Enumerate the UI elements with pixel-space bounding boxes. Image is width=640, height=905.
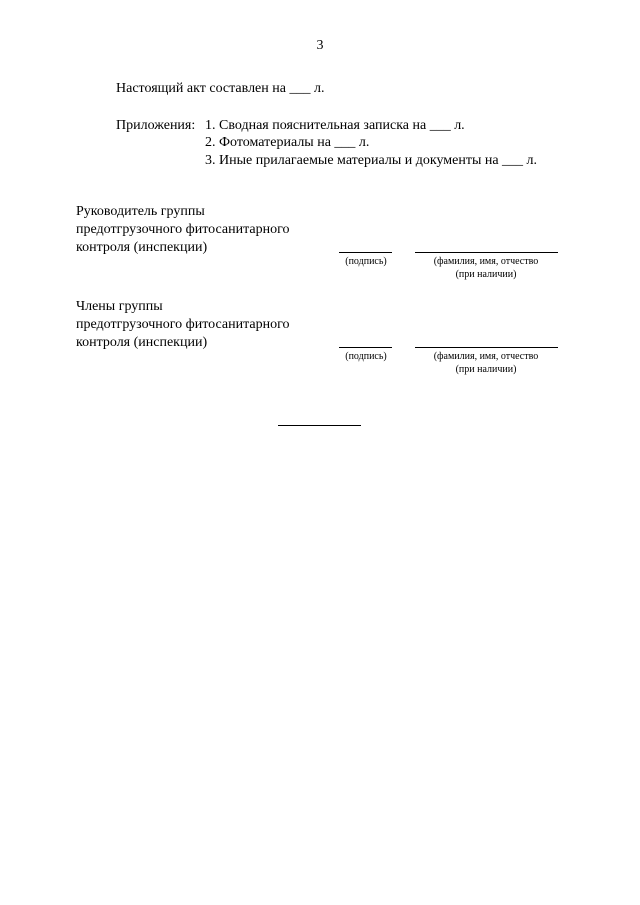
full-name-line[interactable] — [415, 252, 558, 253]
attachments-label: Приложения: — [116, 118, 196, 133]
attachment-item: 3. Иные прилагаемые материалы и документы на ___ л. — [205, 153, 538, 168]
role-line: предотгрузочного фитосанитарного — [76, 317, 290, 332]
attachment-item: 2. Фотоматериалы на ___ л. — [205, 135, 370, 150]
role-line: контроля (инспекции) — [76, 240, 208, 255]
signature-caption: (подпись) — [345, 256, 387, 267]
full-name-line[interactable] — [415, 347, 558, 348]
closing-separator — [278, 425, 361, 426]
signature-line[interactable] — [339, 252, 392, 253]
role-line: предотгрузочного фитосанитарного — [76, 222, 290, 237]
act-statement: Настоящий акт составлен на ___ л. — [116, 81, 325, 96]
signature-caption: (подпись) — [345, 351, 387, 362]
name-caption-note: (при наличии) — [455, 269, 517, 280]
role-line: Руководитель группы — [76, 204, 205, 219]
role-line: Члены группы — [76, 299, 163, 314]
attachment-item: 1. Сводная пояснительная записка на ___ л. — [205, 118, 465, 133]
signature-line[interactable] — [339, 347, 392, 348]
name-caption: (фамилия, имя, отчество — [433, 256, 539, 267]
role-line: контроля (инспекции) — [76, 335, 208, 350]
name-caption: (фамилия, имя, отчество — [433, 351, 539, 362]
page-number: 3 — [316, 38, 324, 53]
name-caption-note: (при наличии) — [455, 364, 517, 375]
group-members-role — [76, 298, 289, 352]
group-leader-role — [76, 203, 289, 257]
